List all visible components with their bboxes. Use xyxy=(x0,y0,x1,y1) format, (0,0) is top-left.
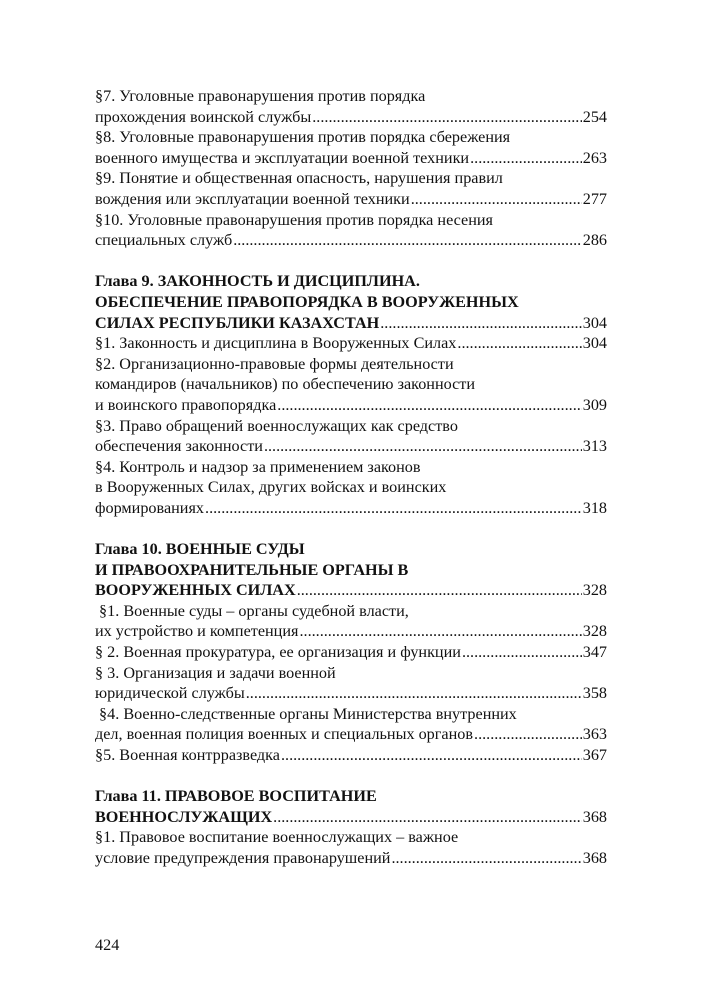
toc-chapter-10 xyxy=(95,539,607,601)
toc-page-number: 328 xyxy=(582,581,607,600)
dot-leader xyxy=(457,333,581,354)
toc-page-number: 368 xyxy=(582,848,607,867)
dot-leader xyxy=(246,683,582,704)
toc-entry-ch11-sec1 xyxy=(95,827,607,868)
toc-entry-ch10-sec3 xyxy=(95,663,607,704)
toc-entry-text: и воинского правопорядка xyxy=(95,395,277,414)
toc-entry-text: §4. Военно-следственные органы Министерства внутренних xyxy=(95,704,517,723)
page-number: 424 xyxy=(95,936,120,954)
toc-entry-ch9-sec1 xyxy=(95,333,607,354)
toc-entry-text: § 3. Организация и задачи военной xyxy=(95,663,336,682)
toc-page-number: 367 xyxy=(582,746,607,764)
toc-entry-text: формированиях xyxy=(95,498,205,517)
toc-entry-ch8-sec9 xyxy=(95,168,607,209)
dot-leader xyxy=(233,230,582,251)
toc-entry-text: прохождения воинской службы xyxy=(95,107,312,126)
toc-entry-text: §1. Правовое воспитание военнослужащих – важное xyxy=(95,828,459,847)
toc-entry-text: вождения или эксплуатации военной техники xyxy=(95,189,410,208)
dot-leader xyxy=(474,724,582,745)
chapter-heading: Глава 11. ПРАВОВОЕ ВОСПИТАНИЕ xyxy=(95,787,377,806)
toc-entry-text: §2. Организационно-правовые формы деятельности xyxy=(95,354,454,373)
dot-leader xyxy=(312,107,581,128)
toc-chapter-9 xyxy=(95,271,607,333)
dot-leader xyxy=(299,621,581,642)
toc-entry-text: §3. Право обращений военнослужащих как средство xyxy=(95,416,458,435)
chapter-heading: ОБЕСПЕЧЕНИЕ ПРАВОПОРЯДКА В ВООРУЖЕННЫХ xyxy=(95,292,519,311)
chapter-heading: ВООРУЖЕННЫХ СИЛАХ xyxy=(95,581,296,600)
toc-page-number: 309 xyxy=(582,395,607,414)
dot-leader xyxy=(277,395,581,416)
toc-entry-ch10-sec5 xyxy=(95,745,607,766)
chapter-heading: Глава 10. ВОЕННЫЕ СУДЫ xyxy=(95,540,305,559)
toc-entry-ch9-sec3 xyxy=(95,416,607,457)
toc-entry-text: юридической службы xyxy=(95,684,245,703)
toc-entry-text: § 2. Военная прокуратура, ее организация и функции xyxy=(95,643,461,662)
toc-entry-text: специальных служб xyxy=(95,231,233,250)
toc-entry-text: в Вооруженных Силах, других войсках и воинских xyxy=(95,478,447,497)
dot-leader xyxy=(273,807,582,828)
toc-page-number: 286 xyxy=(582,231,607,250)
toc-page-number: 304 xyxy=(582,334,607,353)
toc-entry-text: §10. Уголовные правонарушения против порядка несения xyxy=(95,210,494,229)
dot-leader xyxy=(391,848,581,869)
toc-page-number: 358 xyxy=(582,684,607,703)
toc-entry-ch8-sec10 xyxy=(95,210,607,251)
toc-entry-text: командиров (начальников) по обеспечению законности xyxy=(95,375,476,394)
dot-leader xyxy=(380,313,581,334)
dot-leader xyxy=(205,498,582,519)
toc-entry-ch10-sec4 xyxy=(95,704,607,745)
toc-entry-ch10-sec2 xyxy=(95,642,607,663)
toc-page-number: 304 xyxy=(582,313,607,332)
toc-entry-text: §5. Военная контрразведка xyxy=(95,746,280,764)
toc-page-number: 363 xyxy=(582,725,607,744)
toc-page-number: 313 xyxy=(582,437,607,456)
table-of-contents xyxy=(95,86,607,869)
dot-leader xyxy=(297,580,582,601)
toc-page-number: 254 xyxy=(582,107,607,126)
toc-page-number: 347 xyxy=(582,643,607,662)
dot-leader xyxy=(264,436,582,457)
toc-entry-text: военного имущества и эксплуатации военной техники xyxy=(95,148,470,167)
toc-chapter-11 xyxy=(95,786,607,827)
chapter-heading: СИЛАХ РЕСПУБЛИКИ КАЗАХСТАН xyxy=(95,313,380,332)
toc-entry-text: их устройство и компетенция xyxy=(95,622,299,641)
chapter-heading: ВОЕННОСЛУЖАЩИХ xyxy=(95,807,273,826)
toc-entry-text: §1. Законность и дисциплина в Вооруженных Силах xyxy=(95,334,457,353)
dot-leader xyxy=(411,189,582,210)
toc-entry-text: §8. Уголовные правонарушения против порядка сбережения xyxy=(95,128,511,147)
dot-leader xyxy=(462,642,582,663)
toc-entry-ch10-sec1 xyxy=(95,601,607,642)
toc-entry-text: §1. Военные суды – органы судебной власти, xyxy=(95,601,409,620)
toc-entry-text: дел, военная полиция военных и специальных органов xyxy=(95,725,474,744)
dot-leader xyxy=(281,745,582,766)
toc-page-number: 328 xyxy=(582,622,607,641)
toc-page-number: 277 xyxy=(582,189,607,208)
toc-entry-ch9-sec4 xyxy=(95,457,607,519)
chapter-heading: И ПРАВООХРАНИТЕЛЬНЫЕ ОРГАНЫ В xyxy=(95,560,409,579)
toc-entry-ch9-sec2 xyxy=(95,354,607,416)
toc-page-number: 368 xyxy=(582,807,607,826)
dot-leader xyxy=(470,148,582,169)
toc-entry-text: §9. Понятие и общественная опасность, нарушения правил xyxy=(95,169,503,188)
toc-entry-text: §7. Уголовные правонарушения против порядка xyxy=(95,87,426,105)
toc-entry-ch8-sec8 xyxy=(95,127,607,168)
toc-page-number: 318 xyxy=(582,498,607,517)
toc-entry-text: обеспечения законности xyxy=(95,437,263,456)
chapter-heading: Глава 9. ЗАКОННОСТЬ И ДИСЦИПЛИНА. xyxy=(95,272,420,291)
toc-entry-ch8-sec7 xyxy=(95,86,607,127)
toc-entry-text: §4. Контроль и надзор за применением законов xyxy=(95,457,421,476)
toc-entry-text: условие предупреждения правонарушений xyxy=(95,848,391,867)
toc-page-number: 263 xyxy=(582,148,607,167)
